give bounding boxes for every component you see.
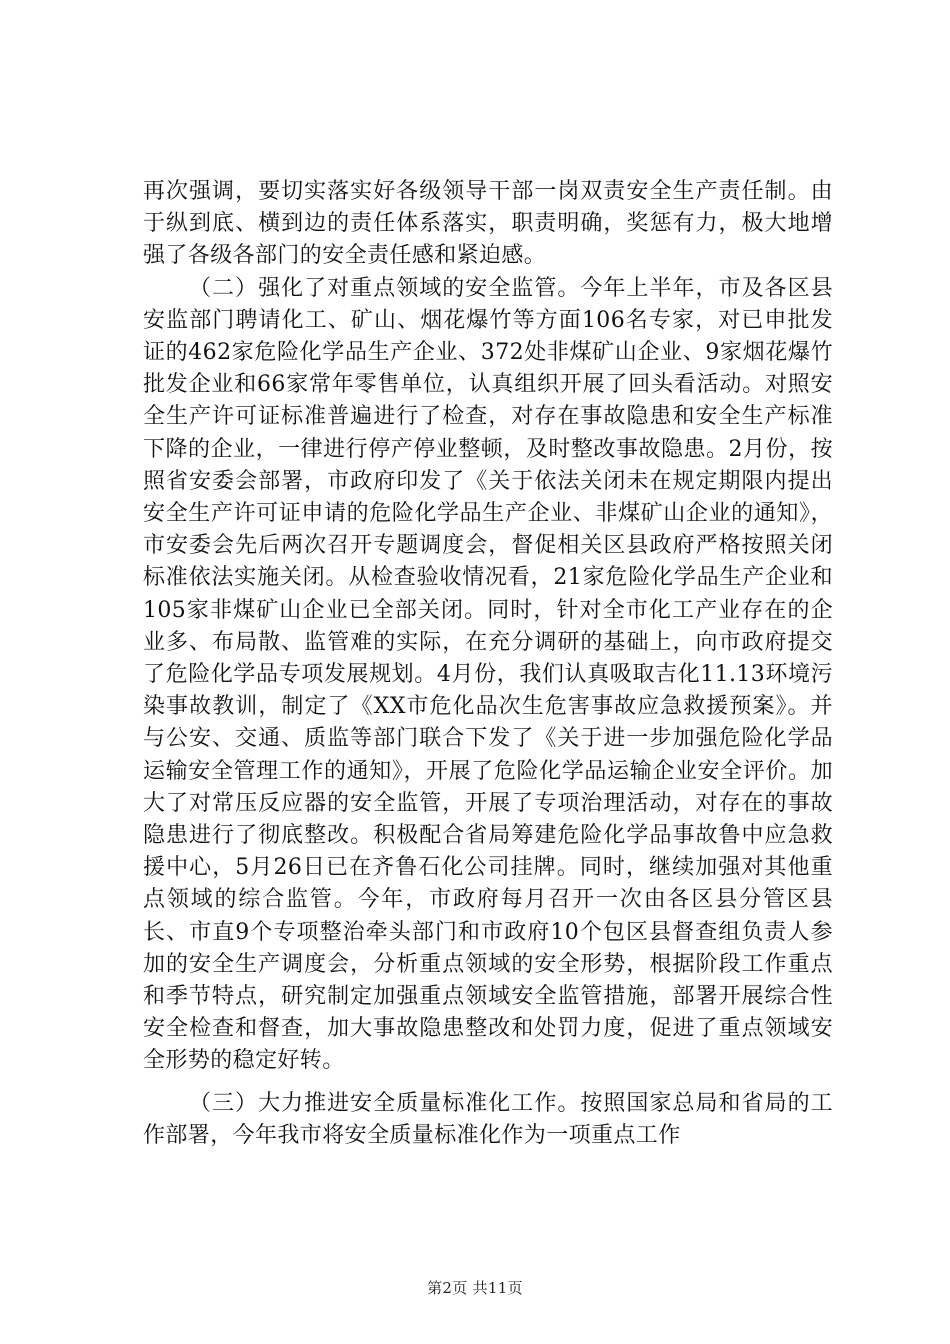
paragraph-key-area-supervision: （二）强化了对重点领域的安全监管。今年上半年，市及各区县安监部门聘请化工、矿山、烟花爆竹等方面106名专家，对已申批发证的462家危险化学品生产企业、372处非煤矿山企业、9家烟花爆竹批发企业和66家常年零售单位，认真组织开展了回头看活动。对照安全生产许可证标准普遍进行了检查，对存在事故隐患和安全生产标准下降的企业，一律进行停产停业整顿，及时整改事故隐患。2月份，按照省安委会部署，市政府印发了《关于依法关闭未在规定期限内提出安全生产许可证申请的危险化学品生产企业、非煤矿山企业的通知》，市安委会先后两次召开专题调度会，督促相关区县政府严格按照关闭标准依法实施关闭。从检查验收情况看，21家危险化学品生产企业和105家非煤矿山企业已全部关闭。同时，针对全市化工产业存在的企业多、布局散、监管难的实际，在充分调研的基础上，向市政府提交了危险化学品专项发展规划。4月份，我们认真吸取吉化11.13环境污染事故教训，制定了《XX市危化品次生危害事故应急救援预案》。并与公安、交通、质监等部门联合下发了《关于进一步加强危险化学品运输安全管理工作的通知》，开展了危险化学品运输企业安全评价。加大了对常压反应器的安全监管，开展了专项治理活动，对存在的事故隐患进行了彻底整改。积极配合省局筹建危险化学品事故鲁中应急救援中心，5月26日已在齐鲁石化公司挂牌。同时，继续加强对其他重点领域的综合监管。今年，市政府每月召开一次由各区县分管区县长、市直9个专项整治牵头部门和市政府10个包区县督查组负责人参加的安全生产调度会，分析重点领域的安全形势，根据阶段工作重点和季节特点，研究制定加强重点领域安全监管措施，部署开展综合性安全检查和督查，加大事故隐患整改和处罚力度，促进了重点领域安全形势的稳定好转。 — [143, 275, 833, 1074]
paragraph-responsibility: 再次强调，要切实落实好各级领导干部一岗双责安全生产责任制。由于纵到底、横到边的责任体系落实，职责明确，奖惩有力，极大地增强了各级各部门的安全责任感和紧迫感。 — [143, 179, 833, 269]
page-footer — [0, 1277, 950, 1298]
paragraph-standardization: （三）大力推进安全质量标准化工作。按照国家总局和省局的工作部署，今年我市将安全质量标准化作为一项重点工作 — [143, 1090, 833, 1148]
document-body — [143, 176, 833, 1152]
page-number: 第2页 共11页 — [427, 1279, 523, 1297]
